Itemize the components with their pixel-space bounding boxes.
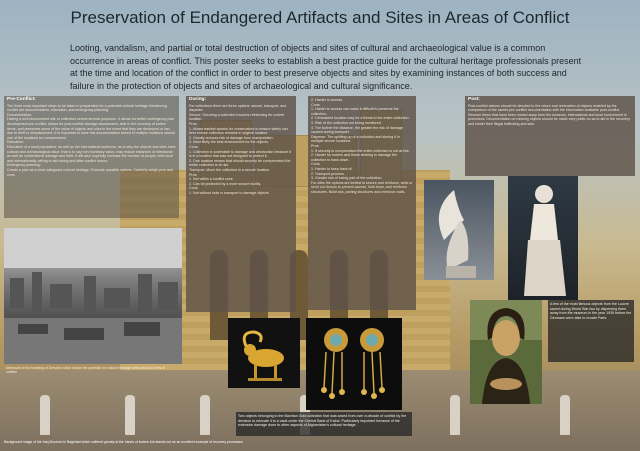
dresden-caption: Aftermath of the bombing of Dresden which shows the potential for cultural heritage destruction in times of conflict. bbox=[6, 366, 166, 375]
gold-ornament-photo bbox=[306, 318, 402, 410]
louvre-caption: A few of the most famous objects from the Louvre saved during World War two by dispersing them away from the museum in the year 1939 before the Germans were able to invade Paris. bbox=[550, 302, 632, 320]
gold-ram-photo bbox=[228, 318, 300, 388]
background-caption: Background image of the Iraq Museum in Baghdad which suffered greatly at the hands of looters but stands out as an excellent example of recovery processes. bbox=[4, 440, 244, 444]
bactrian-caption-panel bbox=[236, 412, 412, 436]
post-body: Post-conflict actions should be devoted to the return and restoration of objects enabled by the comparison of the careful pre-conflict documentation with the information available post-conflict. Recover items that have been moved away from the museum, international and local involvement in processes. Documentation on missing objects should be made very public so as to aid in the recovery and hinder their illegal trafficking and sale. bbox=[468, 103, 630, 126]
poster-title: Preservation of Endangered Artifacts and Sites in Areas of Conflict bbox=[70, 8, 570, 27]
disperse-panel bbox=[308, 96, 416, 310]
winged-victory-photo bbox=[424, 180, 494, 280]
disperse-body: 2. Harder to access. Cons: 1. Harder to access can make it difficult to preserve the collection. 2. Centralized location may be a threat to the entire collection. 3. Risk of the collection not being monitored. 4. The further the distance, the greater the risk of damage caused during transport. Disperse: The splitting up of a collection and storing it in multiple secure locations. Pros: 1. If security is compromised the entire collection is not at risk. 2. Harder for looters and those seeking to damage the collection to track down. Cons: 1. Harder to keep track of. 2. Transport process. 3. Greater risk of losing part of the collection. For sites the options are limited to secure and reinforce, seek or send out donors to prevent access, hold tours, and reinforce structures. Build sea, parting structures and reinforce walls. bbox=[311, 98, 413, 194]
post-panel bbox=[465, 96, 635, 176]
intro-paragraph: Looting, vandalism, and partial or total destruction of objects and sites of cultural and archaeological value is a common occurrence in areas of conflict. This poster seeks to establish a best practice guide for the cultural heritage professionals present at the time and location of the conflict in order to best preserve objects and sites by examining instances of both success and failure in the protection of objects and sites of archaeological and cultural significance. bbox=[70, 43, 582, 91]
venus-de-milo-photo bbox=[508, 176, 578, 300]
during-panel bbox=[186, 96, 296, 312]
winged-victory-figure bbox=[424, 180, 494, 280]
pre-conflict-heading: Pre-Conflict: bbox=[7, 97, 36, 102]
ornament-figure bbox=[306, 318, 402, 410]
louvre-caption-panel bbox=[548, 300, 634, 362]
bactrian-caption: Two objects belonging to the Bactrian Gold collection that was saved from over a decade of conflict by the decision to relocate it to a vault under the Central Bank of Kabul. Particularly important because of the extensive damage done to other aspects of Afghanistan's cultural heritage. bbox=[238, 414, 407, 428]
pre-conflict-body: The three most important steps to be taken in preparation for a potential cultural heritage threatening conflict are documentation, education, and emergency planning. Documentation: Having a well documented site or collection serves several purposes. It allows for better contingency plan development pre-conflict, allows for post-conflict damage assessment, aids in the recovery of looted items, and preserves some of the value of objects and sites in the event that they are destroyed or lost due to theft or misplacement. It is important to have this documentation stored in multiple locations should one of the locations be compromised. Education: Education of a local population, as well as the international audience, as to why the objects and sites have cultural and archaeological value, that is to say non monetary value, may reduce instances of intentional as well as unintentional damage and theft. It will also hopefully increase the number of people, both local and internationally, willing to aid during and after conflict occurs. Emergency planning: Create a plan as to best safeguard cultural heritage. Evaluate possible options. Carefully weigh pros and cons. bbox=[7, 103, 176, 177]
ram-figure bbox=[228, 318, 300, 388]
post-heading: Post: bbox=[468, 97, 480, 102]
during-heading: During: bbox=[189, 97, 207, 102]
ruins-illustration bbox=[4, 228, 182, 364]
pre-conflict-panel bbox=[4, 96, 179, 218]
mona-lisa-figure bbox=[470, 300, 542, 404]
venus-figure bbox=[508, 176, 578, 300]
dresden-aerial-photo bbox=[4, 228, 182, 364]
during-body: For collections there are three options: secure, transport, and disperse. Secure: Securing a collection involves reinforcing its current location. Pros: 1. Allows easiest access for conservators to ensure safety can best ensure collection remains in original location. 2. Greatly reduces risk of damage from manipulation. 3. Most likely the best environment for the objects. Cons: 1. Collection is vulnerable to damage and destruction because it is in a location that was not designed to protect it. 2. One location means that should security be compromised the entire collection is at risk. Transport: Move the collection to a secure location. Pros: 1. Not within a conflict zone. 2. Can be protected by a more secure facility. Cons: 1. Not without risks in transport to damage objects. bbox=[189, 103, 291, 195]
mona-lisa-photo bbox=[470, 300, 542, 404]
